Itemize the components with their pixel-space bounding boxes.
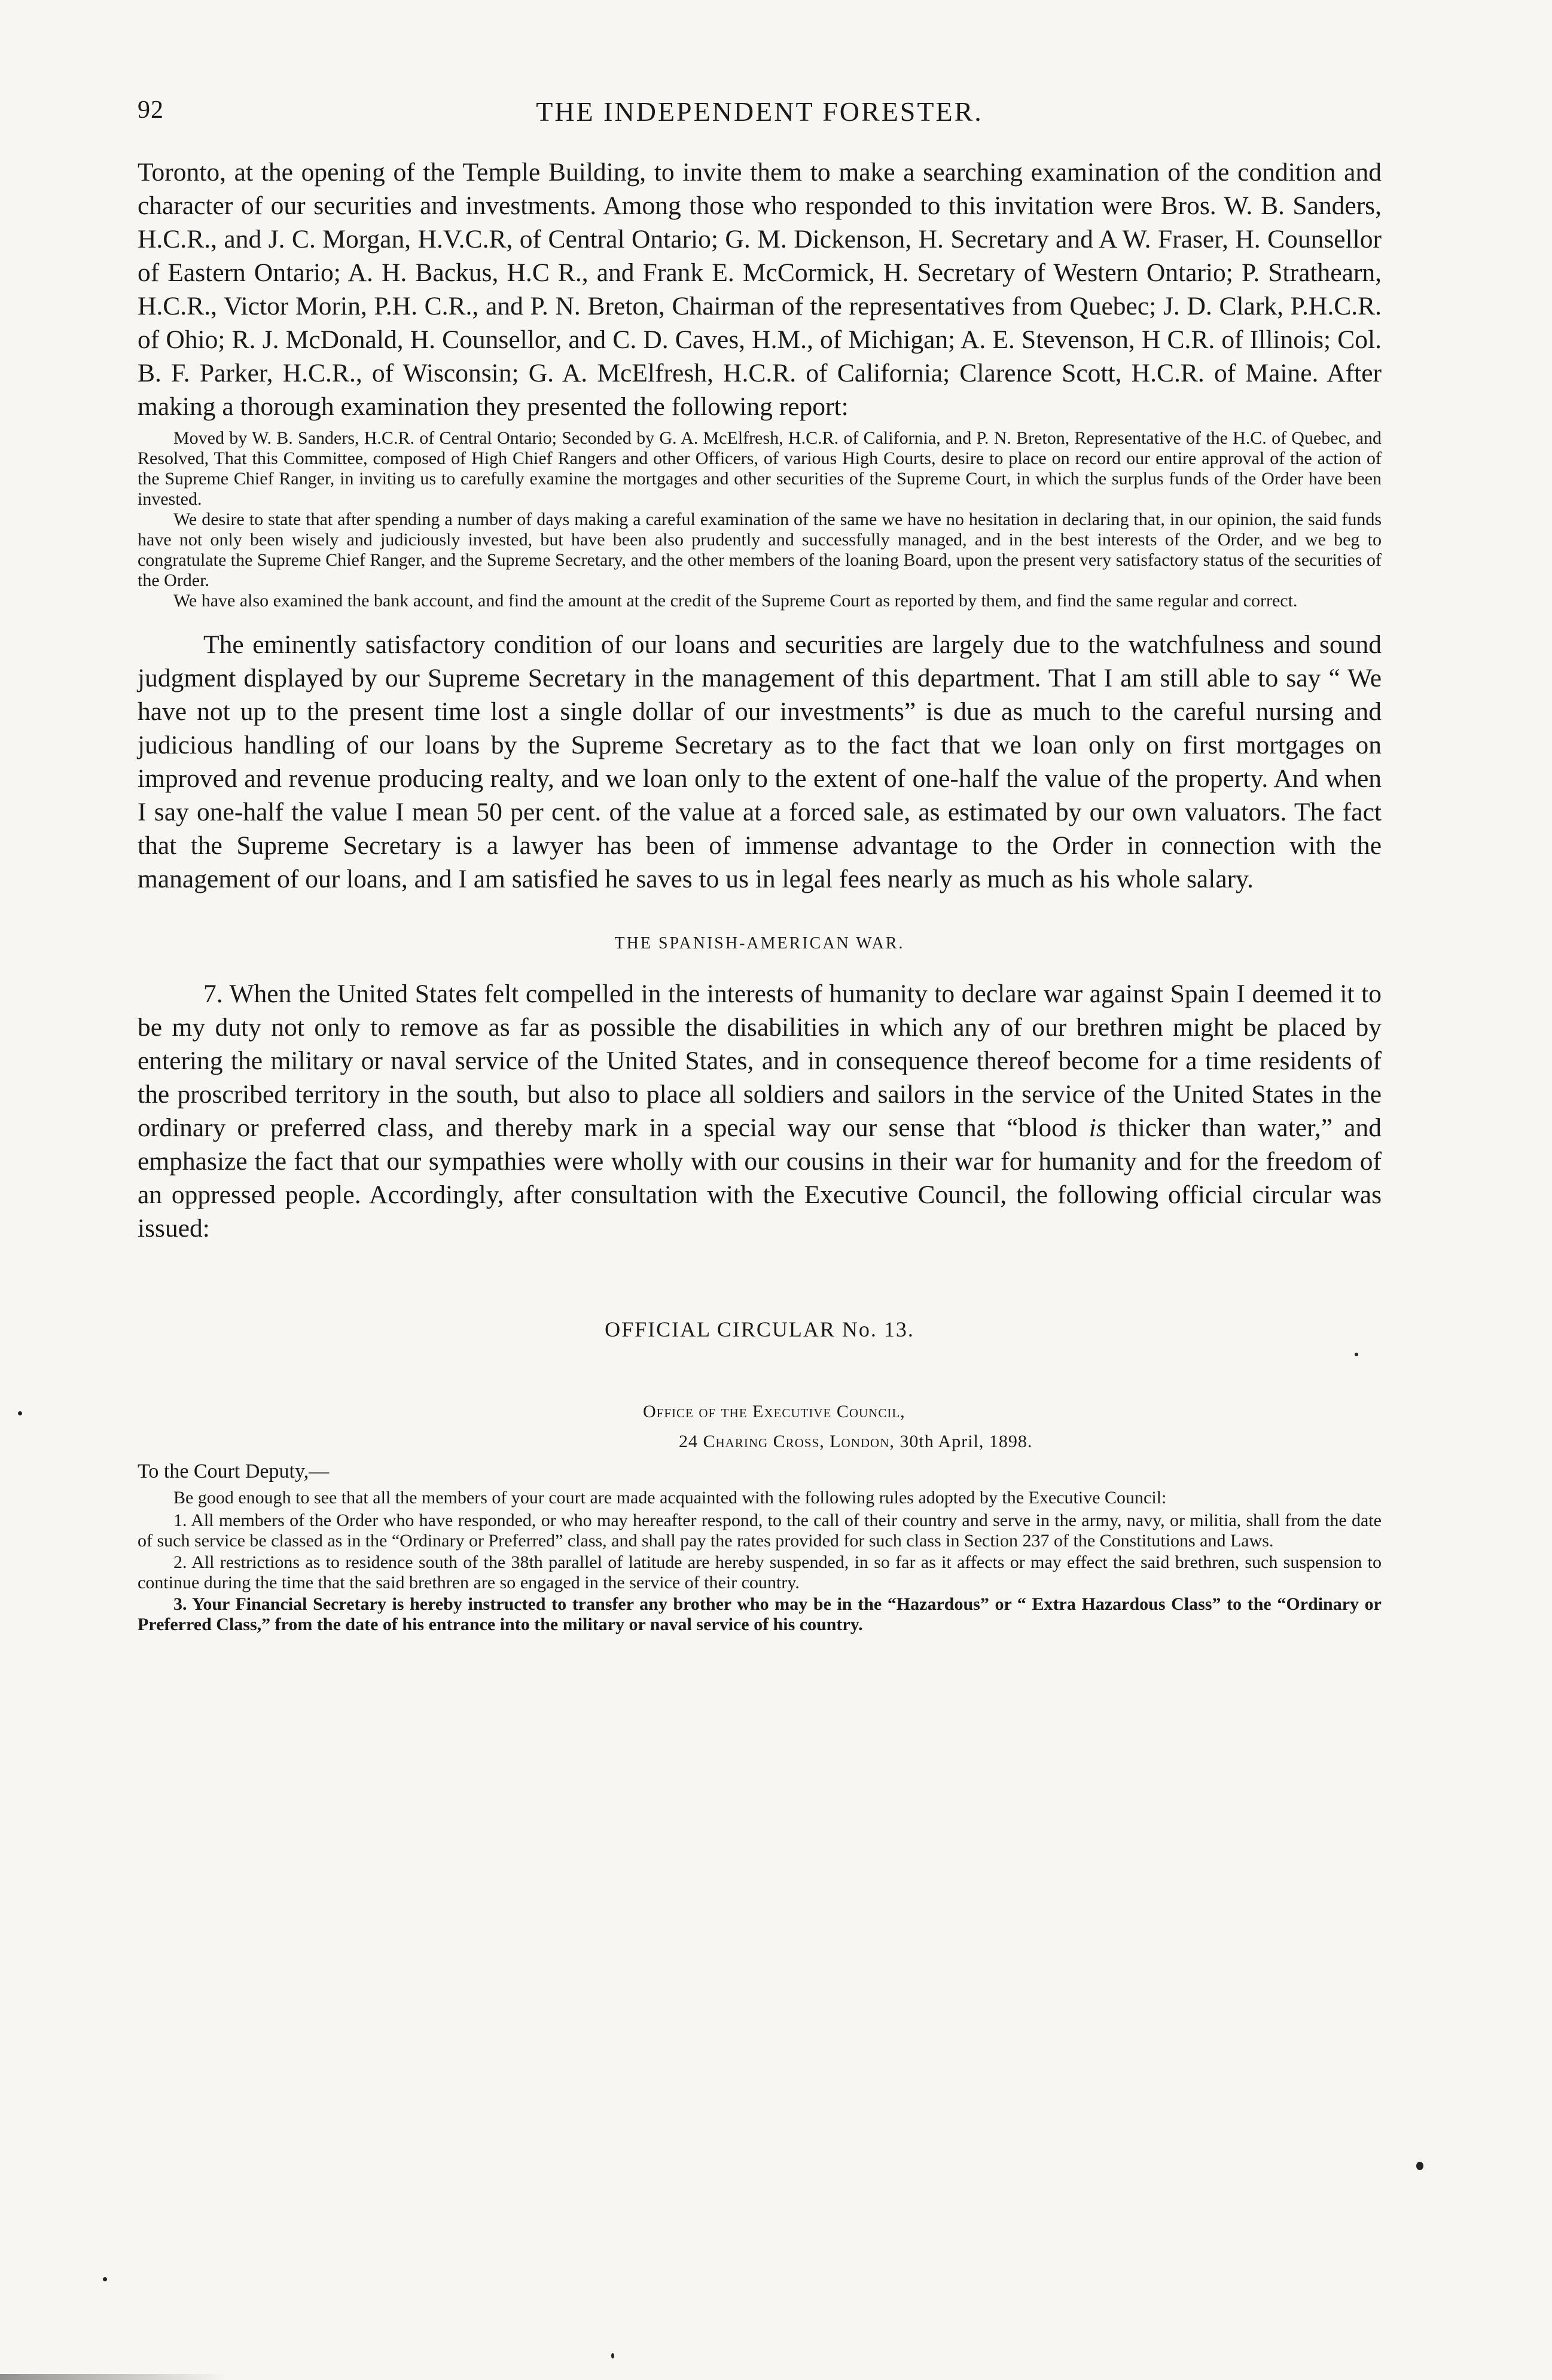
section-heading: THE SPANISH-AMERICAN WAR. (614, 934, 905, 953)
journal-title: THE INDEPENDENT FORESTER. (536, 96, 983, 127)
report-paragraph: We have also examined the bank account, and find the amount at the credit of the Supreme Court as reported by them, and find the same regular and correct. (173, 591, 1298, 611)
scan-speck (18, 1411, 22, 1415)
committee-report (138, 428, 1382, 611)
scan-speck (1416, 2162, 1423, 2170)
running-head (138, 96, 1382, 138)
document-page (138, 96, 1382, 1636)
circular-intro: Be good enough to see that all the members of your court are made acquainted with the following rules adopted by the Executive Council: (173, 1488, 1167, 1508)
rule-item: 3. Your Financial Secretary is hereby instructed to transfer any brother who may be in the “Hazardous” or “ Extra Hazardous Class” to the “Ordinary or Preferred Class,” from the date of his entrance into the military or naval service of his country. (138, 1594, 1382, 1634)
salutation: To the Court Deputy,— (138, 1460, 330, 1482)
war-paragraph (138, 977, 1382, 1245)
scan-edge-smudge (0, 2374, 227, 2380)
scan-speck (103, 2277, 107, 2281)
circular-date: 30th April, 1898. (894, 1432, 1033, 1451)
report-paragraph: Moved by W. B. Sanders, H.C.R. of Central Ontario; Seconded by G. A. McElfresh, H.C.R. of California, and P. N. Breton, Representative of the H.C. of Quebec, and Resolved, That this Committee, composed of High Chief Rangers and other Officers, of various High Courts, desire to place on record our entire approval of the action of the Supreme Chief Ranger, in inviting us to carefully examine the mortgages and other securities of the Supreme Court, in which the surplus funds of the Order have been invested. (138, 428, 1382, 509)
report-paragraph: We desire to state that after spending a number of days making a careful examination of the same we have no hesitation in declaring that, in our opinion, the said funds have not only been wisely and judiciously invested, but have been also prudently and successfully managed, and in the best interests of the Order, and we beg to congratulate the Supreme Chief Ranger, and the Supreme Secretary, and the other members of the loaning Board, upon the present very satisfactory status of the securities of the Order. (138, 509, 1382, 590)
loans-paragraph: The eminently satisfactory condition of our loans and securities are largely due to the watchfulness and sound judgment displayed by our Supreme Secretary in the management of this department. That I am still able to say “ We have not up to the present time lost a single dollar of our investments” is due as much to the careful nursing and judicious handling of our loans by the Supreme Secretary as to the fact that we loan only on first mortgages on improved and revenue producing realty, and we loan only to the extent of one-half the value of the property. And when I say one-half the value I mean 50 per cent. of the value at a forced sale, as estimated by our own valuators. The fact that the Supreme Secretary is a lawyer has been of immense advantage to the Order in connection with the management of our loans, and I am satisfied he saves to us in legal fees nearly as much as his whole salary. (138, 630, 1382, 893)
war-paragraph-emphasis: is (1088, 1113, 1106, 1142)
office-line: Office of the Executive Council, (643, 1402, 905, 1421)
circular-rules (138, 1511, 1382, 1635)
rule-item: 1. All members of the Order who have responded, or who may hereafter respond, to the call of their country and serve in the army, navy, or militia, shall from the date of such service be classed as in the “Ordinary or Preferred” class, and shall pay the rates provided for such class in Section 237 of the Constitutions and Laws. (138, 1511, 1382, 1551)
war-paragraph-text: 7. When the United States felt compelled in the interests of humanity to declare war against Spain I deemed it to be my duty not only to remove as far as possible the disabilities in which any of our brethren might be placed by entering the military or naval service of the United States, and in consequence thereof become for a time residents of the proscribed territory in the south, but also to place all soldiers and sailors in the service of the United States in the ordinary or preferred class, and thereby mark in a special way our sense that “blood (138, 980, 1382, 1142)
scan-speck (611, 2353, 614, 2358)
intro-paragraph: Toronto, at the opening of the Temple Building, to invite them to make a searching examination of the condition and character of our securities and investments. Among those who responded to this invitation were Bros. W. B. Sanders, H.C.R., and J. C. Morgan, H.V.C.R, of Central Ontario; G. M. Dickenson, H. Secretary and A W. Fraser, H. Counsellor of Eastern Ontario; A. H. Backus, H.C R., and Frank E. McCormick, H. Secretary of Western Ontario; P. Strathearn, H.C.R., Victor Morin, P.H. C.R., and P. N. Breton, Chairman of the representatives from Quebec; J. D. Clark, P.H.C.R. of Ohio; R. J. McDonald, H. Counsellor, and C. D. Caves, H.M., of Michigan; A. E. Stevenson, H C.R. of Illinois; Col. B. F. Parker, H.C.R., of Wisconsin; G. A. McElfresh, H.C.R. of California; Clarence Scott, H.C.R. of Maine. After making a thorough examination they presented the following report: (138, 158, 1382, 421)
page-number: 92 (138, 96, 164, 124)
office-address: 24 Charing Cross, London, (679, 1432, 895, 1451)
office-address-line (679, 1432, 1382, 1452)
circular-title: OFFICIAL CIRCULAR No. 13. (605, 1317, 914, 1341)
war-paragraph-text: thicker than water,” and emphasize the fact that our sympathies were wholly with our cousins in their war for humanity and for the freedom of an oppressed people. Accordingly, after consultation with the Executive Council, the following official circular was issued: (138, 1113, 1382, 1243)
rule-item: 2. All restrictions as to residence south of the 38th parallel of latitude are hereby suspended, in so far as it affects or may effect the said brethren, such suspension to continue during the time that the said brethren are so engaged in the service of their country. (138, 1552, 1382, 1592)
scan-speck (1355, 1353, 1358, 1356)
